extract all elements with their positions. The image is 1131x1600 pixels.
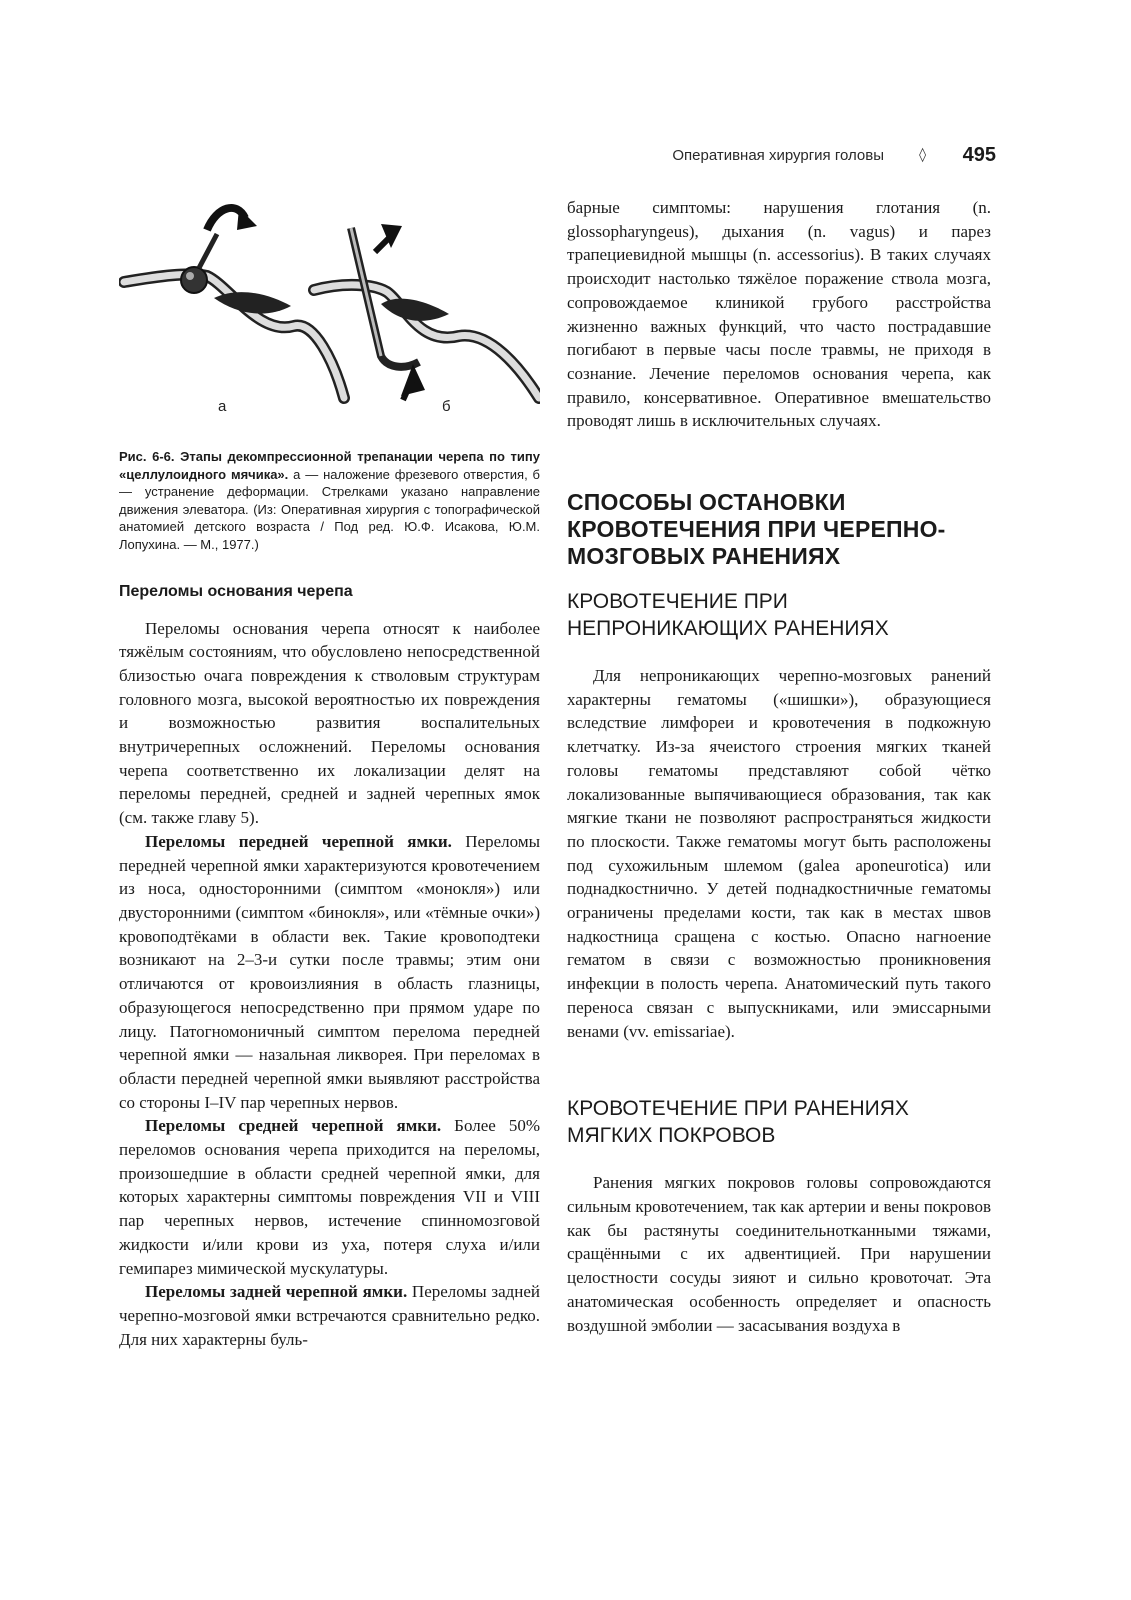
run-in-anterior-fossa: Переломы передней черепной ямки. <box>145 831 452 851</box>
run-in-middle-fossa: Переломы средней черепной ямки. <box>145 1116 442 1136</box>
heading-nonpenetrating-wounds: КРОВОТЕЧЕНИЕ ПРИ НЕПРОНИКАЮЩИХ РАНЕНИЯХ <box>567 590 889 641</box>
paragraph-middle-fossa <box>119 1114 540 1280</box>
running-title: Оперативная хирургия головы <box>672 147 884 164</box>
paragraph-intro: Переломы основания черепа относят к наиболее тяжёлым состояниям, что обусловлено непосредственной близостью очага повреждения к стволовым структурам головного мозга, высокой вероятностью их повреждения и возможностью развития воспалительных внутричерепных осложнений. Переломы основания черепа соответственно их локализации делят на переломы передней, средней и задней черепных ямок (см. также главу 5). <box>119 618 540 828</box>
run-in-posterior-fossa: Переломы задней черепной ямки. <box>145 1282 408 1302</box>
text-middle-fossa: Более 50% переломов основания черепа приходится на переломы, произошедшие в области средней черепной ямки, для которых характерны симптомы повреждения VII и VIII пар черепных нервов, истечение спинномозговой жидкости и/или крови из уха, потеря слуха и/или гемипарез мимической мускулатуры. <box>119 1116 540 1278</box>
caption-text: а — наложение фрезевого отверстия, б — устранение деформации. Стрелками указано направление движения элеватора. (Из: Оперативная хирургия с топографической анатомией детского возраста / Под ред. Ю.Ф. Исакова, Ю.М. Лопухина. — М., 1977.) <box>119 466 540 552</box>
paragraph-soft-tissue-bleeding: Ранения мягких покровов головы сопровождаются сильным кровотечением, так как артерии и вены покровов как бы растянуты соединительнотканными тяжами, сращёнными с их адвентицией. При нарушении целостности сосуды зияют и сильно кровоточат. Эта анатомическая особенность определяет и опасность воздушной эмболии — засасывания воздуха в <box>567 1173 991 1335</box>
paragraph-hematomas: Для непроникающих черепно-мозговых ранений характерны гематомы («шишки»), образующиеся вследствие лимфореи и кровотечения в подкожную клетчатку. Из-за ячеистого строения мягких тканей головы гематомы представляют собой чётко локализованные выпячивающиеся образования, так как мягкие ткани не позволяют распространяться жидкости по плоскости. Также гематомы могут быть расположены под сухожильным шлемом (galea aponeurotica) или поднадкостнично. У детей поднадкостничные гематомы ограничены пределами кости, так как в местах швов надкостница сращена с костью. Опасно нагноение гематом в связи с возможностью проникновения инфекции в полость черепа. Анатомический путь такого переноса связан с выпускниками, или эмиссарными венами (vv. emissariae). <box>567 666 991 1041</box>
heading-soft-tissue-wounds: КРОВОТЕЧЕНИЕ ПРИ РАНЕНИЯХ МЯГКИХ ПОКРОВОВ <box>567 1097 909 1148</box>
panel-b-drawing <box>314 224 539 400</box>
paragraph-posterior-fossa <box>119 1280 540 1351</box>
text-anterior-fossa: Переломы передней черепной ямки характеризуются кровотечением из носа, односторонними (симптом «монокля») или двусторонними (симптом «бинокля», или «тёмные очки») кровоподтёками в области век. Такие кровоподтеки возникают на 2–3-и сутки после травмы; этим они отличаются от кровоизлияния в область глазницы, образующегося непосредственно при прямом ударе по лицу. Патогномоничный симптом перелома передней черепной ямки — назальная ликворея. При переломах в области передней черепной ямки выявляют расстройства со стороны I–IV пар черепных нервов. <box>119 831 540 1112</box>
skull-elevator-illustration <box>119 186 540 411</box>
text-posterior-fossa: Переломы задней черепно-мозговой ямки встречаются сравнительно редко. Для них характерны буль- <box>119 1282 540 1349</box>
figure-label-a: а <box>218 398 227 415</box>
heading-bleeding-control: СПОСОБЫ ОСТАНОВКИ КРОВОТЕЧЕНИЯ ПРИ ЧЕРЕПНО-МОЗГОВЫХ РАНЕНИЯХ <box>567 489 946 570</box>
left-column <box>119 186 540 1351</box>
paragraph-continued: барные симптомы: нарушения глотания (n. glossopharyngeus), дыхания (n. vagus) и парез трапециевидной мышцы (n. accessorius). В таких случаях происходит настолько тяжёлое поражение ствола мозга, сопровождаемое клиникой грубого расстройства жизненно важных функций, что часто пострадавшие погибают в первые часы после травмы, не приходя в сознание. Лечение переломов основания черепа, как правило, консервативное. Оперативное вмешательство проводят лишь в исключительных случаях. <box>567 198 991 431</box>
page-number: 495 <box>962 144 996 166</box>
right-column <box>567 196 991 1337</box>
running-header <box>636 144 996 174</box>
caption-title: Рис. 6-6. Этапы декомпрессионной трепанации черепа по типу «целлулоидного мячика». <box>119 449 540 482</box>
figure-6-6 <box>119 186 540 436</box>
panel-a-drawing <box>124 208 344 398</box>
figure-label-b: б <box>442 398 451 415</box>
paragraph-anterior-fossa <box>119 830 540 1114</box>
figure-caption <box>119 448 540 554</box>
diamond-ornament-icon: ◊ <box>919 147 926 163</box>
section-title-skull-base-fractures: Переломы основания черепа <box>119 582 353 600</box>
